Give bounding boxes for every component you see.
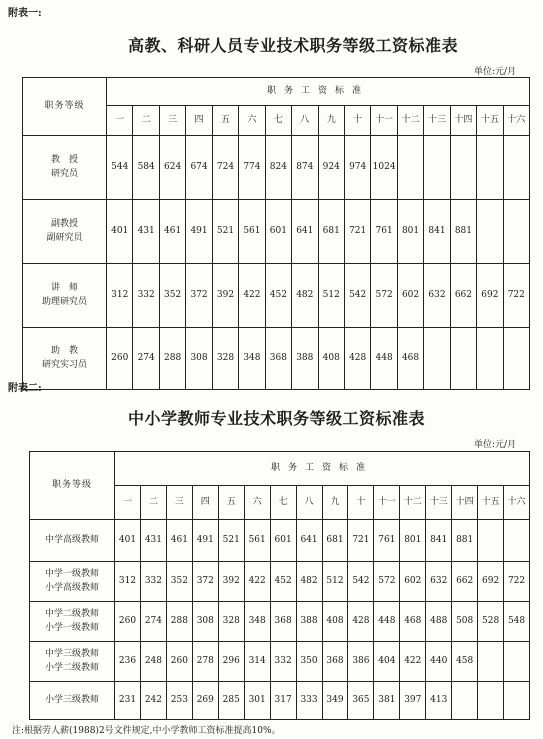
salary-cell: 392 bbox=[218, 562, 244, 602]
level-header-1: 一 bbox=[107, 106, 133, 136]
salary-cell: 561 bbox=[244, 520, 270, 562]
table-2-header-category: 职务等级 bbox=[30, 452, 115, 520]
salary-cell: 269 bbox=[192, 682, 218, 720]
level-header-5: 五 bbox=[218, 486, 244, 520]
salary-cell bbox=[504, 520, 530, 562]
salary-cell: 641 bbox=[296, 520, 322, 562]
salary-cell bbox=[504, 642, 530, 682]
row-label-line: 中学二级教师 bbox=[44, 609, 99, 619]
salary-cell: 386 bbox=[348, 642, 374, 682]
salary-cell: 350 bbox=[296, 642, 322, 682]
salary-cell: 561 bbox=[239, 200, 265, 264]
row-label bbox=[30, 602, 115, 642]
salary-cell bbox=[477, 328, 503, 390]
salary-cell: 632 bbox=[424, 264, 450, 328]
table-2-title: 中小学教师专业技术职务等级工资标准表 bbox=[128, 409, 426, 428]
level-header-3: 三 bbox=[166, 486, 192, 520]
table-row bbox=[23, 200, 530, 264]
salary-cell: 317 bbox=[270, 682, 296, 720]
appendix-1-label: 附表一: bbox=[8, 8, 42, 19]
salary-cell: 542 bbox=[344, 264, 370, 328]
salary-cell: 512 bbox=[322, 562, 348, 602]
salary-cell bbox=[450, 136, 476, 200]
level-header-6: 六 bbox=[239, 106, 265, 136]
salary-cell: 332 bbox=[270, 642, 296, 682]
salary-cell: 401 bbox=[115, 520, 141, 562]
row-label-line: 小学二级教师 bbox=[44, 662, 99, 673]
salary-cell: 388 bbox=[296, 602, 322, 642]
level-header-14: 十四 bbox=[452, 486, 478, 520]
salary-cell: 242 bbox=[140, 682, 166, 720]
salary-cell: 352 bbox=[166, 562, 192, 602]
level-header-2: 二 bbox=[133, 106, 159, 136]
table-row bbox=[23, 328, 530, 390]
row-label bbox=[30, 520, 115, 562]
salary-cell: 431 bbox=[133, 200, 159, 264]
row-label bbox=[30, 562, 115, 602]
salary-cell: 722 bbox=[504, 562, 530, 602]
salary-cell: 721 bbox=[348, 520, 374, 562]
salary-cell: 468 bbox=[400, 602, 426, 642]
salary-cell: 641 bbox=[292, 200, 318, 264]
salary-cell: 874 bbox=[292, 136, 318, 200]
level-header-11: 十一 bbox=[374, 486, 400, 520]
row-label-line: 教 授 bbox=[50, 155, 78, 165]
salary-cell: 662 bbox=[450, 264, 476, 328]
salary-cell: 422 bbox=[400, 642, 426, 682]
table-1-title: 高教、科研人员专业技术职务等级工资标准表 bbox=[128, 36, 459, 55]
salary-cell: 824 bbox=[265, 136, 291, 200]
salary-cell: 348 bbox=[244, 602, 270, 642]
level-header-4: 四 bbox=[192, 486, 218, 520]
salary-cell: 314 bbox=[244, 642, 270, 682]
table-row bbox=[30, 602, 530, 642]
salary-cell: 724 bbox=[212, 136, 238, 200]
salary-cell: 584 bbox=[133, 136, 159, 200]
row-label-line: 副研究员 bbox=[46, 232, 83, 243]
salary-cell: 392 bbox=[212, 264, 238, 328]
level-header-10: 十 bbox=[348, 486, 374, 520]
salary-cell: 774 bbox=[239, 136, 265, 200]
table-row bbox=[30, 642, 530, 682]
salary-cell: 601 bbox=[270, 520, 296, 562]
level-header-11: 十一 bbox=[371, 106, 397, 136]
row-label-line: 小学三级教师 bbox=[44, 694, 99, 705]
salary-cell: 512 bbox=[318, 264, 344, 328]
salary-cell: 368 bbox=[270, 602, 296, 642]
salary-cell: 368 bbox=[265, 328, 291, 390]
level-header-4: 四 bbox=[186, 106, 212, 136]
salary-cell: 572 bbox=[371, 264, 397, 328]
salary-cell: 381 bbox=[374, 682, 400, 720]
salary-cell: 301 bbox=[244, 682, 270, 720]
salary-cell: 231 bbox=[115, 682, 141, 720]
level-header-3: 三 bbox=[159, 106, 185, 136]
salary-cell bbox=[503, 136, 529, 200]
salary-cell: 408 bbox=[322, 602, 348, 642]
salary-cell bbox=[477, 136, 503, 200]
salary-cell: 974 bbox=[344, 136, 370, 200]
level-header-15: 十五 bbox=[478, 486, 504, 520]
row-label bbox=[30, 642, 115, 682]
level-header-16: 十六 bbox=[504, 486, 530, 520]
level-header-13: 十三 bbox=[426, 486, 452, 520]
salary-cell: 422 bbox=[244, 562, 270, 602]
salary-cell: 274 bbox=[133, 328, 159, 390]
salary-cell bbox=[478, 520, 504, 562]
salary-cell: 422 bbox=[239, 264, 265, 328]
salary-cell: 274 bbox=[140, 602, 166, 642]
level-header-2: 二 bbox=[140, 486, 166, 520]
salary-cell: 458 bbox=[452, 642, 478, 682]
salary-cell: 662 bbox=[452, 562, 478, 602]
salary-cell: 468 bbox=[397, 328, 423, 390]
salary-cell: 428 bbox=[344, 328, 370, 390]
salary-cell bbox=[452, 682, 478, 720]
salary-cell: 260 bbox=[107, 328, 133, 390]
salary-cell bbox=[504, 682, 530, 720]
salary-cell: 328 bbox=[212, 328, 238, 390]
level-header-8: 八 bbox=[296, 486, 322, 520]
level-header-15: 十五 bbox=[477, 106, 503, 136]
level-header-7: 七 bbox=[265, 106, 291, 136]
row-label-line: 助理研究员 bbox=[41, 296, 87, 307]
salary-cell: 372 bbox=[192, 562, 218, 602]
salary-cell bbox=[477, 200, 503, 264]
salary-cell: 388 bbox=[292, 328, 318, 390]
salary-cell: 332 bbox=[140, 562, 166, 602]
row-label-line: 副教授 bbox=[50, 219, 78, 229]
salary-cell: 692 bbox=[478, 562, 504, 602]
level-header-7: 七 bbox=[270, 486, 296, 520]
salary-cell bbox=[503, 328, 529, 390]
row-label-line: 中学高级教师 bbox=[44, 534, 99, 545]
salary-cell: 674 bbox=[186, 136, 212, 200]
salary-cell: 572 bbox=[374, 562, 400, 602]
salary-cell: 333 bbox=[296, 682, 322, 720]
salary-cell: 448 bbox=[374, 602, 400, 642]
salary-cell: 365 bbox=[348, 682, 374, 720]
salary-cell: 368 bbox=[322, 642, 348, 682]
salary-cell: 508 bbox=[452, 602, 478, 642]
row-label bbox=[23, 200, 107, 264]
row-label-line: 小学一级教师 bbox=[44, 622, 99, 633]
level-header-1: 一 bbox=[115, 486, 141, 520]
salary-cell: 288 bbox=[166, 602, 192, 642]
salary-cell: 278 bbox=[192, 642, 218, 682]
salary-cell: 681 bbox=[322, 520, 348, 562]
salary-cell: 521 bbox=[212, 200, 238, 264]
salary-cell: 348 bbox=[239, 328, 265, 390]
salary-cell: 692 bbox=[477, 264, 503, 328]
table-1-header-category: 职务等级 bbox=[23, 78, 107, 136]
salary-cell: 296 bbox=[218, 642, 244, 682]
salary-cell: 285 bbox=[218, 682, 244, 720]
row-label-line: 讲 师 bbox=[50, 283, 78, 293]
salary-cell bbox=[424, 136, 450, 200]
salary-cell: 491 bbox=[192, 520, 218, 562]
salary-cell: 624 bbox=[159, 136, 185, 200]
salary-cell: 440 bbox=[426, 642, 452, 682]
salary-cell: 801 bbox=[397, 200, 423, 264]
level-header-9: 九 bbox=[322, 486, 348, 520]
salary-cell: 761 bbox=[374, 520, 400, 562]
salary-cell: 542 bbox=[348, 562, 374, 602]
level-header-6: 六 bbox=[244, 486, 270, 520]
salary-cell: 352 bbox=[159, 264, 185, 328]
salary-cell: 801 bbox=[400, 520, 426, 562]
salary-cell: 721 bbox=[344, 200, 370, 264]
salary-cell: 488 bbox=[426, 602, 452, 642]
salary-cell: 248 bbox=[140, 642, 166, 682]
salary-cell bbox=[397, 136, 423, 200]
salary-cell: 761 bbox=[371, 200, 397, 264]
table-row bbox=[23, 136, 530, 200]
row-label-line: 研究实习员 bbox=[41, 359, 87, 370]
salary-cell: 408 bbox=[318, 328, 344, 390]
salary-cell: 253 bbox=[166, 682, 192, 720]
salary-cell: 544 bbox=[107, 136, 133, 200]
salary-cell: 308 bbox=[192, 602, 218, 642]
salary-cell: 881 bbox=[452, 520, 478, 562]
salary-cell: 461 bbox=[159, 200, 185, 264]
salary-cell: 841 bbox=[424, 200, 450, 264]
salary-cell: 372 bbox=[186, 264, 212, 328]
salary-cell: 288 bbox=[159, 328, 185, 390]
salary-cell: 601 bbox=[265, 200, 291, 264]
salary-cell: 881 bbox=[450, 200, 476, 264]
level-header-5: 五 bbox=[212, 106, 238, 136]
level-header-14: 十四 bbox=[450, 106, 476, 136]
salary-cell: 491 bbox=[186, 200, 212, 264]
table-2-header-main: 职务工资标准 bbox=[115, 452, 530, 486]
level-header-10: 十 bbox=[344, 106, 370, 136]
salary-cell bbox=[503, 200, 529, 264]
salary-cell: 428 bbox=[348, 602, 374, 642]
salary-cell: 413 bbox=[426, 682, 452, 720]
salary-cell: 681 bbox=[318, 200, 344, 264]
level-header-16: 十六 bbox=[503, 106, 529, 136]
table-row bbox=[30, 520, 530, 562]
appendix-2-label: 附表二: bbox=[8, 383, 42, 394]
salary-cell: 404 bbox=[374, 642, 400, 682]
salary-cell: 401 bbox=[107, 200, 133, 264]
salary-cell: 332 bbox=[133, 264, 159, 328]
salary-cell: 482 bbox=[292, 264, 318, 328]
table-1-header-main: 职务工资标准 bbox=[107, 78, 530, 106]
salary-cell: 521 bbox=[218, 520, 244, 562]
level-header-13: 十三 bbox=[424, 106, 450, 136]
salary-cell: 431 bbox=[140, 520, 166, 562]
salary-cell: 452 bbox=[270, 562, 296, 602]
table-1-unit: 单位:元/月 bbox=[474, 67, 517, 77]
salary-cell: 841 bbox=[426, 520, 452, 562]
salary-cell: 349 bbox=[322, 682, 348, 720]
salary-cell: 602 bbox=[400, 562, 426, 602]
salary-cell: 312 bbox=[115, 562, 141, 602]
table-row bbox=[23, 264, 530, 328]
row-label bbox=[23, 136, 107, 200]
salary-cell: 448 bbox=[371, 328, 397, 390]
salary-cell: 1024 bbox=[371, 136, 397, 200]
salary-cell: 308 bbox=[186, 328, 212, 390]
salary-cell: 260 bbox=[166, 642, 192, 682]
salary-cell bbox=[478, 642, 504, 682]
salary-cell: 452 bbox=[265, 264, 291, 328]
level-header-12: 十二 bbox=[397, 106, 423, 136]
table-row bbox=[30, 682, 530, 720]
salary-cell: 397 bbox=[400, 682, 426, 720]
salary-cell: 328 bbox=[218, 602, 244, 642]
salary-cell: 236 bbox=[115, 642, 141, 682]
row-label-line: 助 教 bbox=[50, 346, 78, 356]
salary-table-2 bbox=[29, 451, 530, 720]
row-label-line: 小学高级教师 bbox=[44, 582, 99, 593]
salary-cell: 924 bbox=[318, 136, 344, 200]
row-label bbox=[23, 264, 107, 328]
salary-cell: 461 bbox=[166, 520, 192, 562]
salary-cell: 312 bbox=[107, 264, 133, 328]
salary-cell: 602 bbox=[397, 264, 423, 328]
salary-cell: 528 bbox=[478, 602, 504, 642]
salary-cell: 632 bbox=[426, 562, 452, 602]
salary-cell bbox=[450, 328, 476, 390]
salary-cell: 548 bbox=[504, 602, 530, 642]
level-header-8: 八 bbox=[292, 106, 318, 136]
level-header-9: 九 bbox=[318, 106, 344, 136]
level-header-12: 十二 bbox=[400, 486, 426, 520]
salary-cell: 722 bbox=[503, 264, 529, 328]
row-label-line: 研究员 bbox=[50, 168, 78, 179]
salary-cell: 260 bbox=[115, 602, 141, 642]
salary-cell bbox=[478, 682, 504, 720]
row-label-line: 中学一级教师 bbox=[44, 569, 99, 579]
footnote: 注:根据劳人薪(1988)2号文件规定,中小学教师工资标准提高10%。 bbox=[12, 726, 281, 736]
salary-cell: 482 bbox=[296, 562, 322, 602]
salary-cell bbox=[424, 328, 450, 390]
table-2-unit: 单位:元/月 bbox=[474, 440, 517, 450]
row-label-line: 中学三级教师 bbox=[44, 649, 99, 659]
salary-table-1 bbox=[22, 77, 530, 390]
table-row bbox=[30, 562, 530, 602]
row-label bbox=[30, 682, 115, 720]
